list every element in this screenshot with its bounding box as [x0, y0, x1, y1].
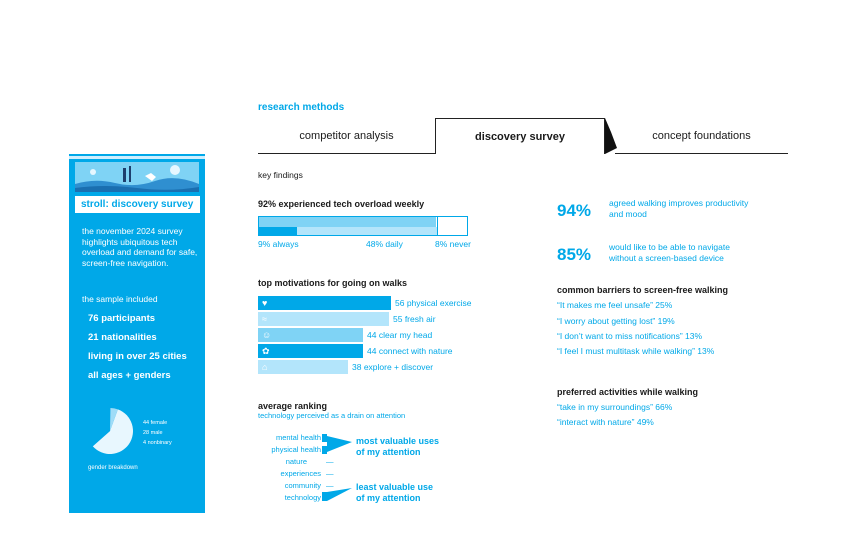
rank-item-community: community — [284, 481, 321, 490]
head-icon: ☺ — [262, 330, 272, 340]
stat-94-description: agreed walking improves productivity and mood — [609, 198, 749, 219]
hero-illustration — [75, 162, 199, 192]
motivation-bar — [258, 296, 391, 310]
gender-pie-chart — [87, 408, 133, 454]
stat-participants: 76 participants — [88, 313, 156, 324]
overload-heading: 92% experienced tech overload weekly — [258, 199, 425, 209]
sidebar-stripe — [69, 156, 205, 159]
gender-caption: gender breakdown — [88, 465, 138, 471]
tab-competitor-analysis[interactable]: competitor analysis — [299, 130, 394, 142]
rank-item-nature: nature — [285, 457, 307, 466]
activities-heading: preferred activities while walking — [557, 387, 699, 397]
rank-item-physical-health: physical health — [271, 445, 321, 454]
tab-discovery-survey[interactable]: discovery survey — [435, 118, 605, 154]
key-findings-label: key findings — [258, 170, 303, 180]
motivations-heading: top motivations for going on walks — [258, 278, 408, 288]
motivation-label: 38 explore + discover — [352, 362, 434, 372]
activity-item: “take in my surroundings” 66% — [557, 402, 673, 412]
barrier-item: “I worry about getting lost” 19% — [557, 316, 675, 326]
motivation-label: 56 physical exercise — [395, 298, 472, 308]
least-valuable-callout — [356, 482, 433, 504]
survey-intro: the november 2024 survey highlights ubiquitous tech overload and demand for safe, screen-free navigation. — [82, 226, 198, 268]
motivation-label: 44 clear my head — [367, 330, 433, 340]
overload-always-fill — [259, 227, 297, 235]
ranking-heading: average ranking — [258, 401, 328, 411]
section-title: research methods — [258, 102, 345, 113]
callout-line: most valuable uses — [356, 436, 440, 446]
overload-always-label: 9% always — [258, 239, 299, 249]
sample-heading: the sample included — [82, 294, 158, 304]
legend-female: 44 female — [143, 420, 168, 426]
most-valuable-callout — [356, 436, 439, 458]
motivation-bar — [258, 312, 389, 326]
overload-daily-fill — [297, 227, 437, 235]
map-icon: ⌂ — [262, 362, 268, 372]
heart-pulse-icon: ♥ — [262, 298, 268, 308]
overload-never-label: 8% never — [435, 239, 471, 249]
overload-bar — [258, 216, 468, 236]
barrier-item: “It makes me feel unsafe” 25% — [557, 300, 673, 310]
motivation-label: 44 connect with nature — [367, 346, 453, 356]
overload-weekly-fill — [259, 217, 436, 227]
barrier-item: “I feel I must multitask while walking” 13% — [557, 346, 715, 356]
rank-dash: — — [326, 481, 334, 490]
motivation-label: 55 fresh air — [393, 314, 436, 324]
rank-dash: — — [326, 469, 334, 478]
legend-nonbinary: 4 nonbinary — [143, 440, 172, 446]
callout-line: of my attention — [356, 447, 421, 457]
stat-nationalities: 21 nationalities — [88, 332, 157, 343]
stat-cities: living in over 25 cities — [88, 351, 187, 362]
rank-item-technology: technology — [284, 493, 321, 502]
tab-concept-foundations[interactable]: concept foundations — [652, 130, 751, 142]
stat-94-percent: 94% — [557, 201, 592, 220]
callout-line: of my attention — [356, 493, 421, 503]
stat-ages-genders: all ages + genders — [88, 370, 171, 381]
ranking-bracket-graphic — [320, 430, 360, 505]
overload-never-segment — [437, 217, 467, 235]
air-icon: ≈ — [262, 314, 267, 324]
barriers-heading: common barriers to screen-free walking — [557, 285, 729, 295]
barrier-item: “I don’t want to miss notifications” 13% — [557, 331, 703, 341]
sidebar-title: stroll: discovery survey — [75, 196, 200, 213]
ranking-subheading: technology perceived as a drain on attention — [258, 411, 406, 420]
globe-icon: ✿ — [262, 346, 270, 356]
rank-dash: — — [326, 457, 334, 466]
activity-item: “interact with nature” 49% — [557, 417, 654, 427]
overload-daily-label: 48% daily — [366, 239, 403, 249]
rank-item-experiences: experiences — [280, 469, 321, 478]
sidebar — [69, 154, 205, 513]
stat-85-description: would like to be able to navigate without a screen-based device — [609, 242, 730, 263]
tab-bar — [258, 118, 788, 154]
stat-85-percent: 85% — [557, 245, 592, 264]
legend-male: 28 male — [143, 430, 163, 436]
callout-line: least valuable use — [356, 482, 434, 492]
rank-item-mental-health: mental health — [275, 433, 321, 442]
